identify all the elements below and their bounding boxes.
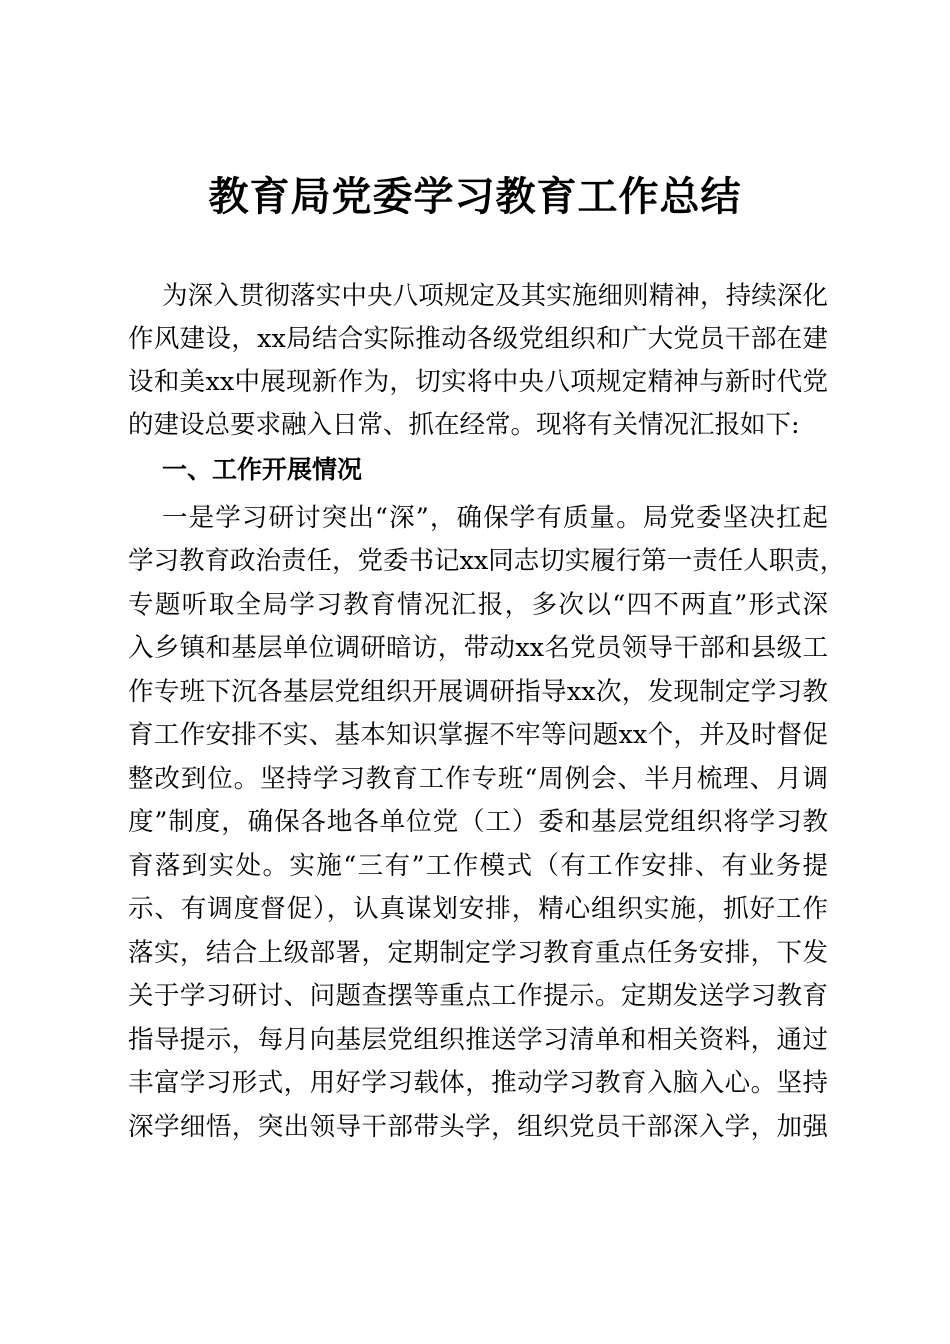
paragraph-line: 深学细悟，突出领导干部带头学，组织党员干部深入学，加强 [128,1112,828,1142]
paragraph-line: 一是学习研讨突出“深”，确保学有质量。局党委坚决扛起 [162,503,828,533]
paragraph-line: 学习教育政治责任，党委书记xx同志切实履行第一责任人职责， [128,546,846,576]
paragraph-line: 的建设总要求融入日常、抓在经常。现将有关情况汇报如下: [128,410,800,440]
paragraph-line: 专题听取全局学习教育情况汇报，多次以“四不两直”形式深 [128,590,828,620]
paragraph-line: 度”制度，确保各地各单位党（工）委和基层党组织将学习教 [128,807,828,837]
paragraph-line: 作风建设，xx局结合实际推动各级党组织和广大党员干部在建 [128,324,828,354]
paragraph-line: 示、有调度督促），认真谋划安排，精心组织实施，抓好工作 [128,894,828,924]
paragraph-line: 落实，结合上级部署，定期制定学习教育重点任务安排，下发 [128,938,828,968]
paragraph-line: 为深入贯彻落实中央八项规定及其实施细则精神，持续深化 [162,281,828,311]
paragraph-line: 育工作安排不实、基本知识掌握不牢等问题xx个，并及时督促 [128,720,828,750]
paragraph-line: 作专班下沉各基层党组织开展调研指导xx次，发现制定学习教 [128,677,828,707]
section-heading: 一、工作开展情况 [162,455,363,484]
paragraph-line: 入乡镇和基层单位调研暗访，带动xx名党员领导干部和县级工 [128,633,828,663]
paragraph-line: 设和美xx中展现新作为，切实将中央八项规定精神与新时代党 [128,367,828,397]
paragraph-line: 育落到实处。实施“三有”工作模式（有工作安排、有业务提 [128,851,828,881]
paragraph-line: 整改到位。坚持学习教育工作专班“周例会、半月梳理、月调 [128,764,828,794]
paragraph-line: 指导提示，每月向基层党组织推送学习清单和相关资料，通过 [128,1025,828,1055]
paragraph-line: 丰富学习形式，用好学习载体，推动学习教育入脑入心。坚持 [128,1068,828,1098]
document-title: 教育局党委学习教育工作总结 [208,174,742,220]
paragraph-line: 关于学习研讨、问题查摆等重点工作提示。定期发送学习教育 [128,981,828,1011]
